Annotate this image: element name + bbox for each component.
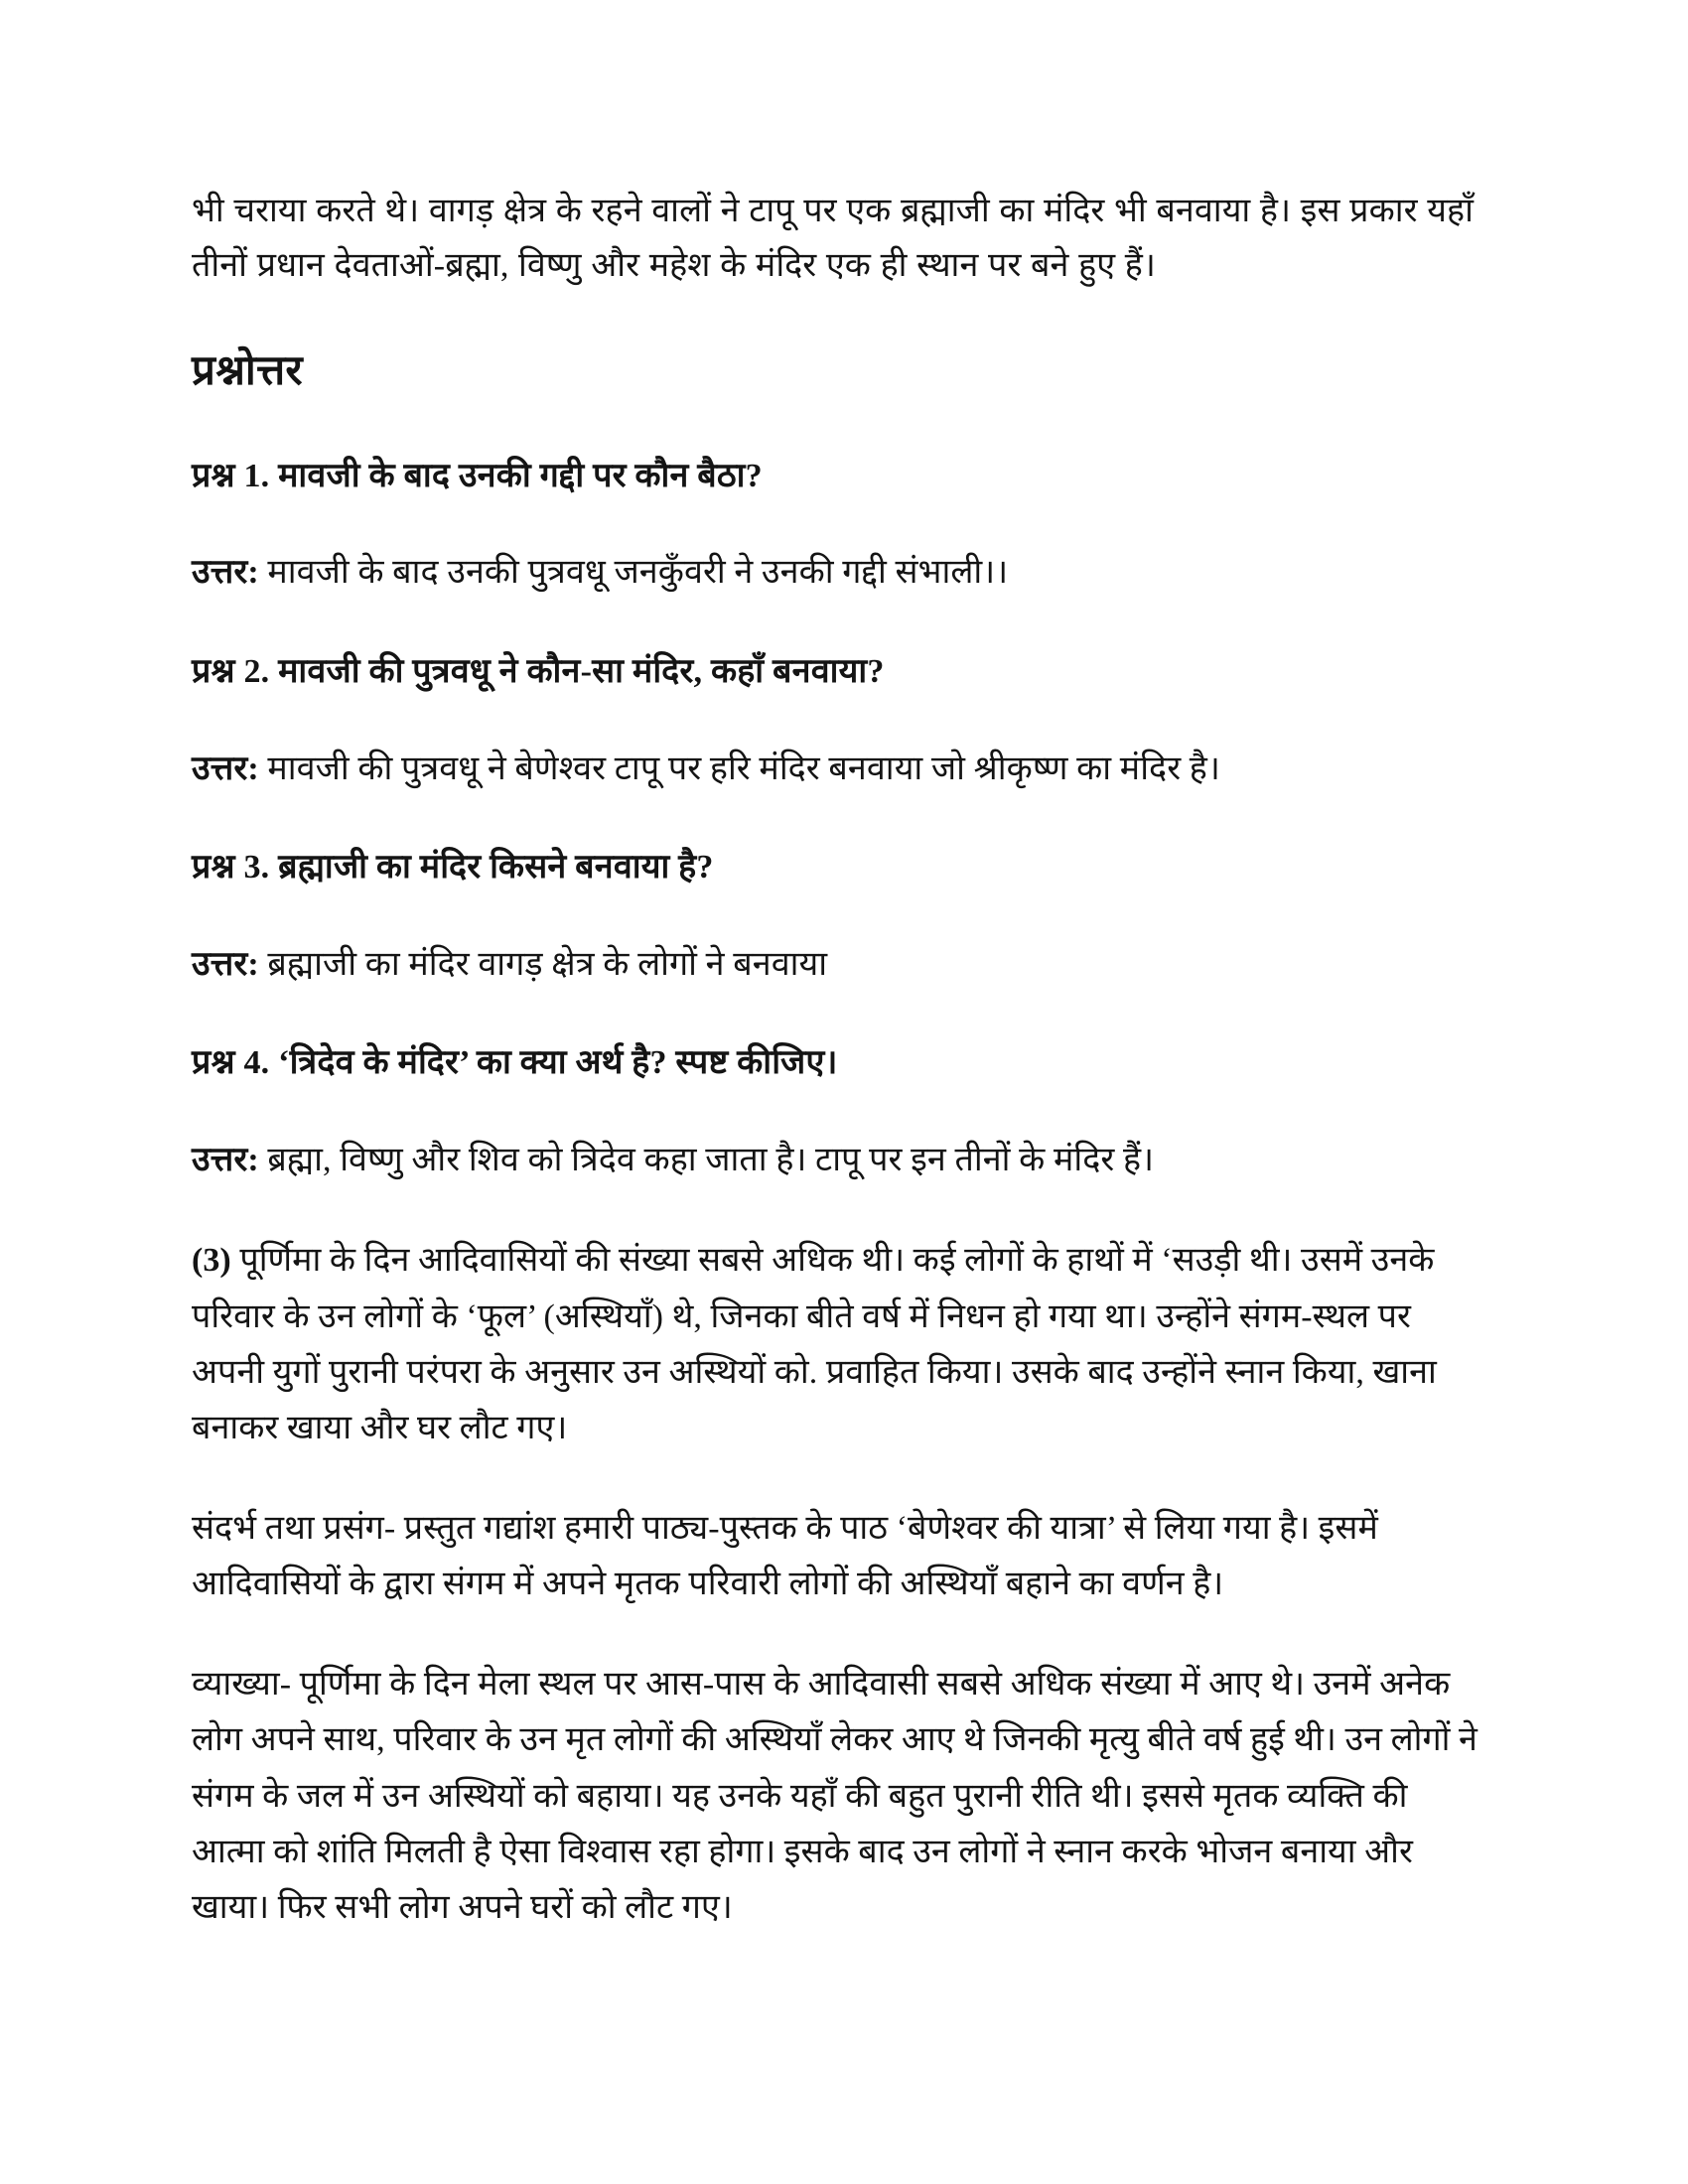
note-sandarbh-prasang (192, 1501, 1482, 1613)
qa-item-1 (192, 451, 1482, 601)
passage-marker: (3) (192, 1242, 231, 1280)
answer-2-text: मावजी की पुत्रवधू ने बेणेश्वर टापू पर हरि मंदिर बनवाया जो श्रीकृष्ण का मंदिर है। (258, 750, 1220, 787)
answer-2-label: उत्तर: (192, 750, 259, 787)
note-vyakhya-text: पूर्णिमा के दिन मेला स्थल पर आस-पास के आदिवासी सबसे अधिक संख्या में आए थे। उनमें अनेक लोग अपने साथ, परिवार के उन मृत लोगों की अस्थियाँ लेकर आए थे जिनकी मृत्यु बीते वर्ष हुई थी। उन लोगों ने संगम के जल में उन अस्थियों को बहाया। यह उनके यहाँ की बहुत पुरानी रीति थी। इससे मृतक व्यक्ति की आत्मा को शांति मिलती है ऐसा विश्वास रहा होगा। इसके बाद उन लोगों ने स्नान करके भोजन बनाया और खाया। फिर सभी लोग अपने घरों को लौट गए। (192, 1665, 1477, 1927)
document-body (192, 184, 1482, 1937)
answer-4 (192, 1134, 1482, 1187)
passage-text: पूर्णिमा के दिन आदिवासियों की संख्या सबसे अधिक थी। कई लोगों के हाथों में ‘सउड़ी थी। उसमें उनके परिवार के उन लोगों के ‘फूल’ (अस्थियाँ) थे, जिनका बीते वर्ष में निधन हो गया था। उन्होंने संगम-स्थल पर अपनी युगों पुरानी परंपरा के अनुसार उन अस्थियों को. प्रवाहित किया। उसके बाद उन्होंने स्नान किया, खाना बनाकर खाया और घर लौट गए। (192, 1242, 1437, 1447)
answer-1-text: मावजी के बाद उनकी पुत्रवधू जनकुँवरी ने उनकी गद्दी संभाली।। (258, 554, 1009, 592)
question-3: प्रश्न 3. ब्रह्माजी का मंदिर किसने बनवाया है? (192, 848, 714, 886)
section-heading-prashnottar: प्रश्नोत्तर (192, 348, 303, 395)
answer-4-text: ब्रह्मा, विष्णु और शिव को त्रिदेव कहा जाता है। टापू पर इन तीनों के मंदिर हैं। (258, 1141, 1155, 1178)
answer-2 (192, 743, 1482, 796)
question-2: प्रश्न 2. मावजी की पुत्रवधू ने कौन-सा मंदिर, कहाँ बनवाया? (192, 652, 885, 690)
note-sandarbh-text: प्रस्तुत गद्यांश हमारी पाठ्य-पुस्तक के पाठ ‘बेणेश्वर की यात्रा’ से लिया गया है। इसमें आदिवासियों के द्वारा संगम में अपने मृतक परिवारी लोगों की अस्थियाँ बहाने का वर्णन है। (192, 1509, 1378, 1603)
answer-3 (192, 938, 1482, 992)
note-sandarbh-label: संदर्भ तथा प्रसंग- (192, 1509, 396, 1547)
qa-item-2 (192, 646, 1482, 796)
note-vyakhya (192, 1657, 1482, 1937)
answer-3-text: ब्रह्माजी का मंदिर वागड़ क्षेत्र के लोगों ने बनवाया (258, 945, 828, 983)
intro-paragraph: भी चराया करते थे। वागड़ क्षेत्र के रहने वालों ने टापू पर एक ब्रह्माजी का मंदिर भी बनवाया है। इस प्रकार यहाँ तीनों प्रधान देवताओं-ब्रह्मा, विष्णु और महेश के मंदिर एक ही स्थान पर बने हुए हैं। (192, 193, 1474, 285)
answer-4-label: उत्तर: (192, 1141, 259, 1178)
answer-1 (192, 546, 1482, 600)
answer-1-label: उत्तर: (192, 554, 259, 592)
passage-paragraph (192, 1233, 1482, 1457)
answer-3-label: उत्तर: (192, 945, 259, 983)
question-4: प्रश्न 4. ‘त्रिदेव के मंदिर’ का क्या अर्थ है? स्पष्ट कीजिए। (192, 1043, 838, 1081)
note-vyakhya-label: व्याख्या- (192, 1665, 292, 1703)
qa-item-3 (192, 842, 1482, 992)
question-1: प्रश्न 1. मावजी के बाद उनकी गद्दी पर कौन बैठा? (192, 457, 763, 494)
qa-item-4 (192, 1037, 1482, 1187)
